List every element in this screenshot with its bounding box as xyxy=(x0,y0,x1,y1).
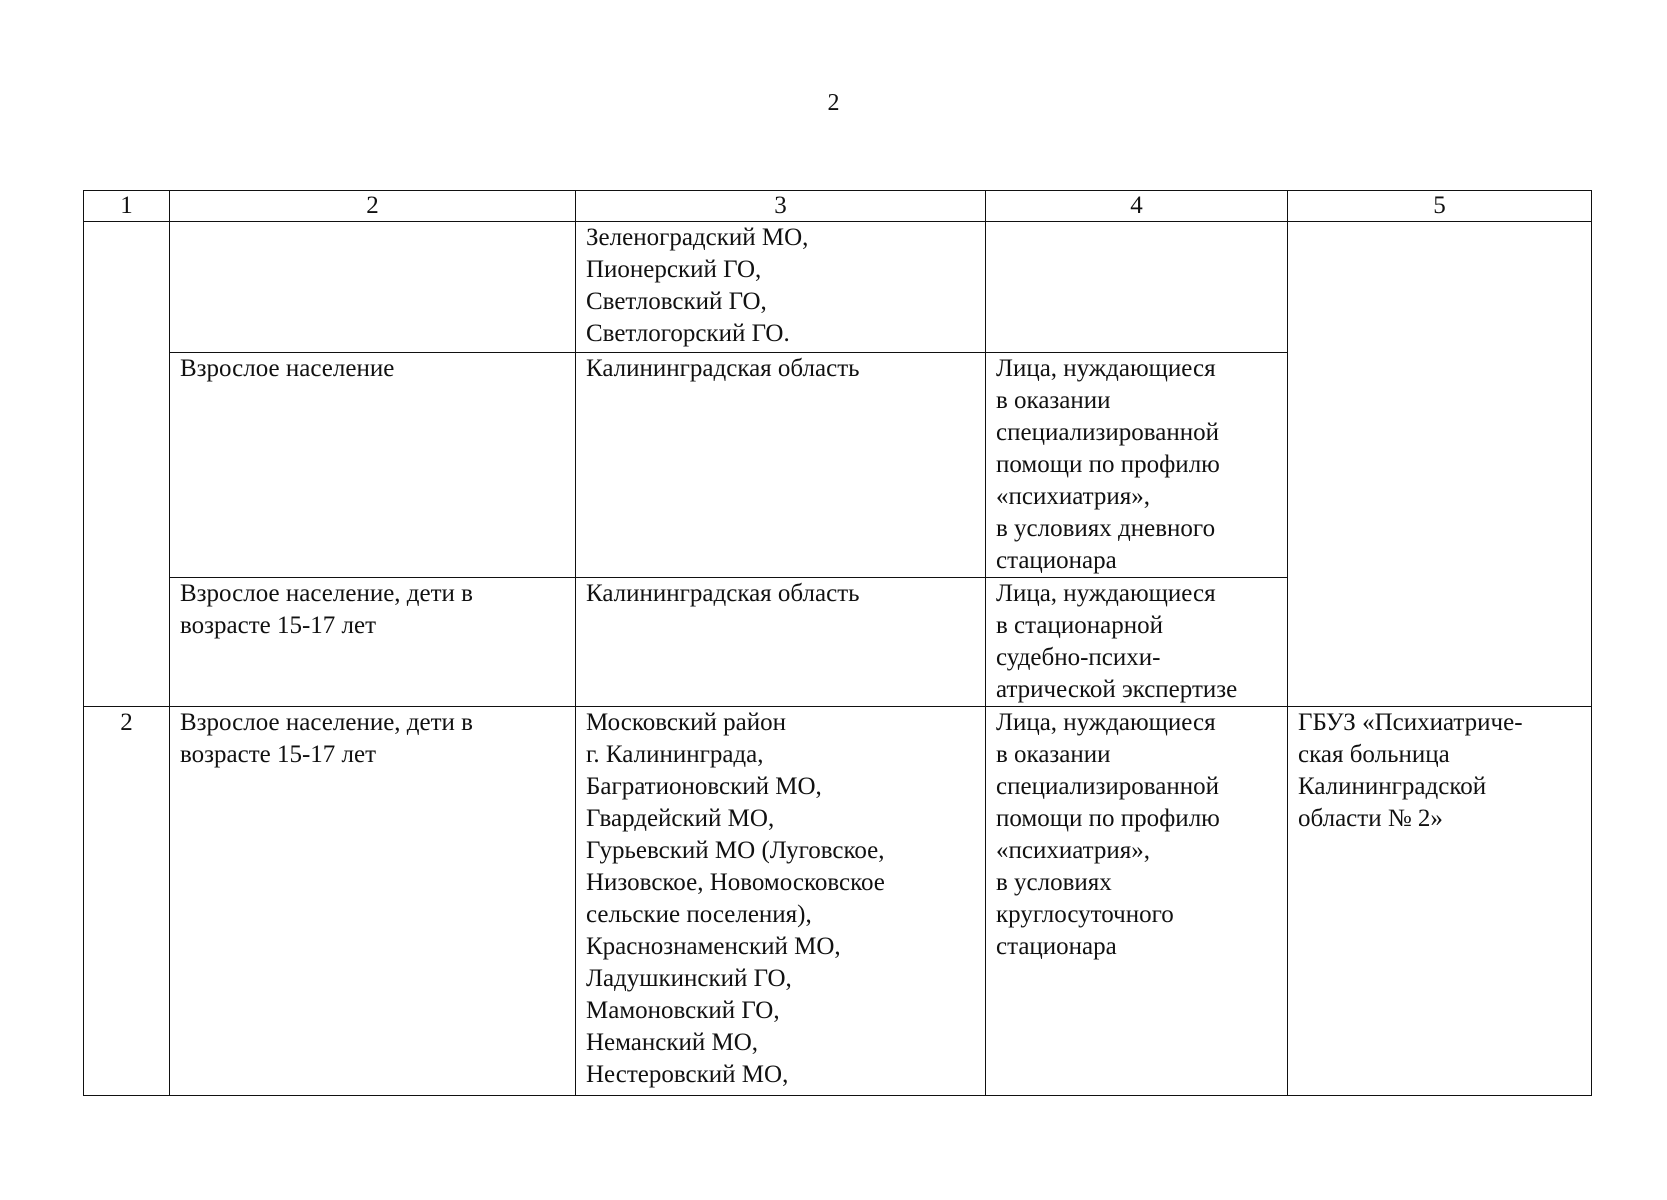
territory-cell xyxy=(576,222,986,353)
territory-text: Зеленоградский МО, Пионерский ГО, Светловский ГО, Светлогорский ГО. xyxy=(586,224,809,347)
column-header-2: 2 xyxy=(170,191,576,222)
persons-cell xyxy=(986,578,1288,707)
persons-text: Лица, нуждающиеся в стационарной судебно-психи- атрической экспертизе xyxy=(996,580,1238,703)
persons-text: Лица, нуждающиеся в оказании специализированной помощи по профилю «психиатрия», в условиях круглосуточного стационара xyxy=(996,709,1220,960)
population-cell xyxy=(170,222,576,353)
page-number: 2 xyxy=(827,90,840,116)
persons-cell xyxy=(986,353,1288,578)
persons-text: Лица, нуждающиеся в оказании специализированной помощи по профилю «психиатрия», в условиях дневного стационара xyxy=(996,355,1220,574)
column-header-3: 3 xyxy=(576,191,986,222)
territory-text: Калининградская область xyxy=(586,580,860,607)
population-cell xyxy=(170,578,576,707)
institution-cell xyxy=(1288,222,1592,707)
population-cell xyxy=(170,707,576,1096)
population-cell xyxy=(170,353,576,578)
table-row xyxy=(84,222,1592,353)
territory-cell xyxy=(576,353,986,578)
territory-text: Московский район г. Калининграда, Багратионовский МО, Гвардейский МО, Гурьевский МО (Луговское, Низовское, Новомосковское сельские поселения), Краснознаменский МО, Ладушкинский ГО, Мамоновский ГО, Неманский МО, Нестеровский МО, xyxy=(586,709,885,1088)
population-text: Взрослое население, дети в возрасте 15-17 лет xyxy=(180,580,473,639)
column-header-5: 5 xyxy=(1288,191,1592,222)
institution-cell xyxy=(1288,707,1592,1096)
column-header-4: 4 xyxy=(986,191,1288,222)
row-number: 2 xyxy=(120,709,133,736)
table-header-row xyxy=(84,191,1592,222)
institution-assignment-table xyxy=(83,190,1592,1096)
row-number-cell xyxy=(84,222,170,707)
population-text: Взрослое население xyxy=(180,355,395,382)
territory-text: Калининградская область xyxy=(586,355,860,382)
territory-cell xyxy=(576,707,986,1096)
institution-text: ГБУЗ «Психиатриче- ская больница Калининградской области № 2» xyxy=(1298,709,1523,832)
row-number-cell xyxy=(84,707,170,1096)
column-header-1: 1 xyxy=(84,191,170,222)
persons-cell xyxy=(986,222,1288,353)
table-row xyxy=(84,707,1592,1096)
persons-cell xyxy=(986,707,1288,1096)
territory-cell xyxy=(576,578,986,707)
population-text: Взрослое население, дети в возрасте 15-17 лет xyxy=(180,709,473,768)
